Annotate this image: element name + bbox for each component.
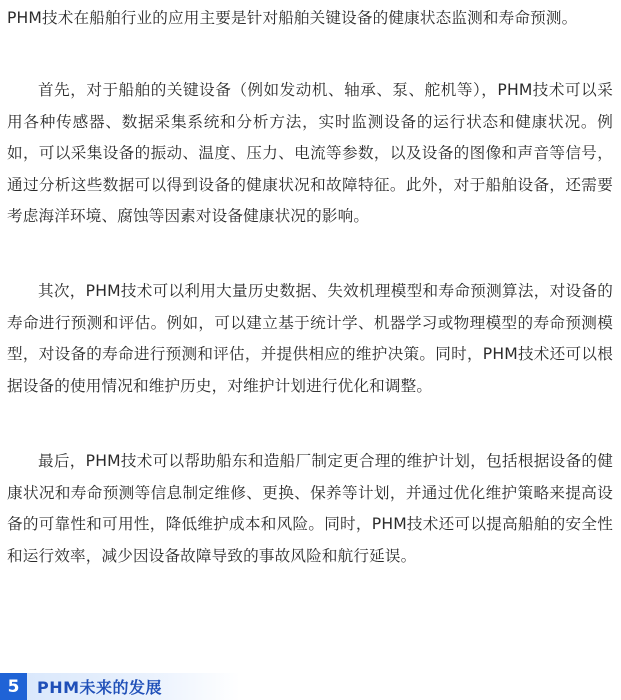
- section-number-badge: 5: [0, 673, 27, 700]
- paragraph-intro: PHM技术在船舶行业的应用主要是针对船舶关键设备的健康状态监测和寿命预测。: [7, 9, 578, 27]
- section-title: PHM未来的发展: [37, 678, 163, 697]
- paragraph-maintenance: 最后，PHM技术可以帮助船东和造船厂制定更合理的维护计划，包括根据设备的健康状况和寿命预测等信息制定维修、更换、保养等计划，并通过优化维护策略来提高设备的可靠性和可用性，降低维护成本和风险。同时，PHM技术还可以提高船舶的安全性和运行效率，减少因设备故障导致的事故风险和航行延误。: [7, 452, 613, 565]
- paragraph-life-prediction: 其次，PHM技术可以利用大量历史数据、失效机理模型和寿命预测算法，对设备的寿命进行预测和评估。例如，可以建立基于统计学、机器学习或物理模型的寿命预测模型，对设备的寿命进行预测和评估，并提供相应的维护决策。同时，PHM技术还可以根据设备的使用情况和维护历史，对维护计划进行优化和调整。: [7, 282, 613, 395]
- section-heading: [0, 673, 240, 700]
- paragraph-monitoring: 首先，对于船舶的关键设备（例如发动机、轴承、泵、舵机等），PHM技术可以采用各种传感器、数据采集系统和分析方法，实时监测设备的运行状态和健康状况。例如，可以采集设备的振动、温度、压力、电流等参数，以及设备的图像和声音等信号，通过分析这些数据可以得到设备的健康状况和故障特征。此外，对于船舶设备，还需要考虑海洋环境、腐蚀等因素对设备健康状况的影响。: [7, 81, 613, 225]
